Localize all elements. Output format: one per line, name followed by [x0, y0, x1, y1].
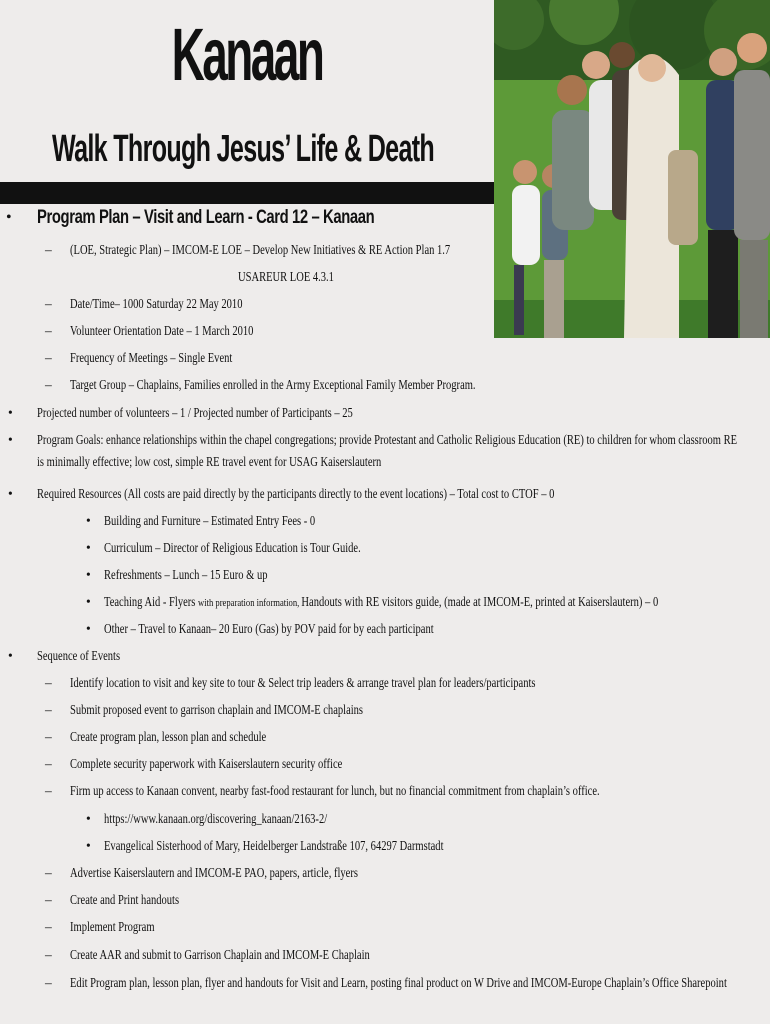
dash-icon: – [45, 892, 52, 907]
dash-icon: – [45, 865, 52, 880]
list-item: Frequency of Meetings – Single Event [70, 350, 233, 365]
dash-icon: – [45, 975, 52, 990]
list-item: Create program plan, lesson plan and schedule [70, 729, 267, 744]
list-item: Submit proposed event to garrison chaplain and IMCOM-E chaplains [70, 702, 364, 717]
kanaan-link[interactable]: https://www.kanaan.org/discovering_kanaan/2163-2/ [104, 811, 328, 826]
bullet-icon: • [6, 209, 12, 226]
bullet-icon: • [86, 513, 91, 528]
dash-icon: – [45, 919, 52, 934]
dash-icon: – [45, 756, 52, 771]
dash-icon: – [45, 702, 52, 717]
bullet-icon: • [8, 405, 13, 420]
bullet-icon: • [8, 486, 13, 501]
list-item: (LOE, Strategic Plan) – IMCOM-E LOE – Develop New Initiatives & RE Action Plan 1.7 [70, 242, 451, 257]
list-item [104, 588, 658, 617]
list-item: USAREUR LOE 4.3.1 [238, 269, 334, 284]
teaching-aid-text: Teaching Aid - Flyers [104, 594, 199, 609]
program-plan-heading: Program Plan – Visit and Learn - Card 12 – Kanaan [37, 207, 375, 228]
dash-icon: – [45, 377, 52, 392]
list-item: Identify location to visit and key site to tour & Select trip leaders & arrange travel plan for leaders/participants [70, 675, 536, 690]
projected-numbers: Projected number of volunteers – 1 / Projected number of Participants – 25 [37, 405, 353, 420]
group-photo [494, 0, 770, 338]
list-item: Implement Program [70, 919, 155, 934]
dash-icon: – [45, 947, 52, 962]
list-item: Curriculum – Director of Religious Education is Tour Guide. [104, 540, 361, 555]
bullet-icon: • [8, 432, 13, 447]
list-item: Advertise Kaiserslautern and IMCOM-E PAO, papers, article, flyers [70, 865, 358, 880]
title-divider-bar [0, 182, 494, 204]
list-item: Volunteer Orientation Date – 1 March 2010 [70, 323, 254, 338]
dash-icon: – [45, 350, 52, 365]
bullet-icon: • [8, 648, 13, 663]
list-item: Complete security paperwork with Kaiserslautern security office [70, 756, 343, 771]
bullet-icon: • [86, 621, 91, 636]
list-item: Date/Time– 1000 Saturday 22 May 2010 [70, 296, 243, 311]
list-item: Evangelical Sisterhood of Mary, Heidelberger Landstraße 107, 64297 Darmstadt [104, 838, 444, 853]
teaching-aid-small-text: with preparation information, [198, 597, 302, 609]
group-photo-image [494, 0, 770, 338]
list-item: Create AAR and submit to Garrison Chaplain and IMCOM-E Chaplain [70, 947, 370, 962]
page-subtitle: Walk Through Jesus’ Life & Death [52, 128, 435, 170]
page-title: Kanaan [171, 13, 323, 96]
list-item: Create and Print handouts [70, 892, 180, 907]
bullet-icon: • [86, 811, 91, 826]
dash-icon: – [45, 783, 52, 798]
dash-icon: – [45, 296, 52, 311]
list-item: Firm up access to Kanaan convent, nearby fast-food restaurant for lunch, but no financial commitment from chaplain’s office. [70, 783, 600, 798]
list-item: Edit Program plan, lesson plan, flyer and handouts for Visit and Learn, posting final product on W Drive and IMCOM-Europe Chaplain’s Office Sharepoint [70, 975, 727, 990]
list-item: Other – Travel to Kanaan– 20 Euro (Gas) by POV paid for by each participant [104, 621, 434, 636]
teaching-aid-handouts-text: Handouts with RE visitors guide, (made at IMCOM-E, printed at Kaiserslautern) – 0 [301, 594, 659, 609]
bullet-icon: • [86, 567, 91, 582]
bullet-icon: • [86, 838, 91, 853]
dash-icon: – [45, 675, 52, 690]
list-item: Building and Furniture – Estimated Entry Fees - 0 [104, 513, 316, 528]
bullet-icon: • [86, 594, 91, 609]
dash-icon: – [45, 242, 52, 257]
list-item: Target Group – Chaplains, Families enrolled in the Army Exceptional Family Member Program. [70, 377, 476, 392]
list-item: Refreshments – Lunch – 15 Euro & up [104, 567, 268, 582]
sequence-heading: Sequence of Events [37, 648, 121, 663]
bullet-icon: • [86, 540, 91, 555]
header [0, 0, 494, 182]
dash-icon: – [45, 729, 52, 744]
required-resources: Required Resources (All costs are paid directly by the participants directly to the event locations) – Total cost to CTOF – 0 [37, 486, 555, 501]
program-goals: Program Goals: enhance relationships within the chapel congregations; provide Protestant and Catholic Religious Education (RE) to children for whom classroom RE is minimally effective; low cost, simple RE travel event for USAG Kaiserslautern [37, 432, 738, 469]
dash-icon: – [45, 323, 52, 338]
